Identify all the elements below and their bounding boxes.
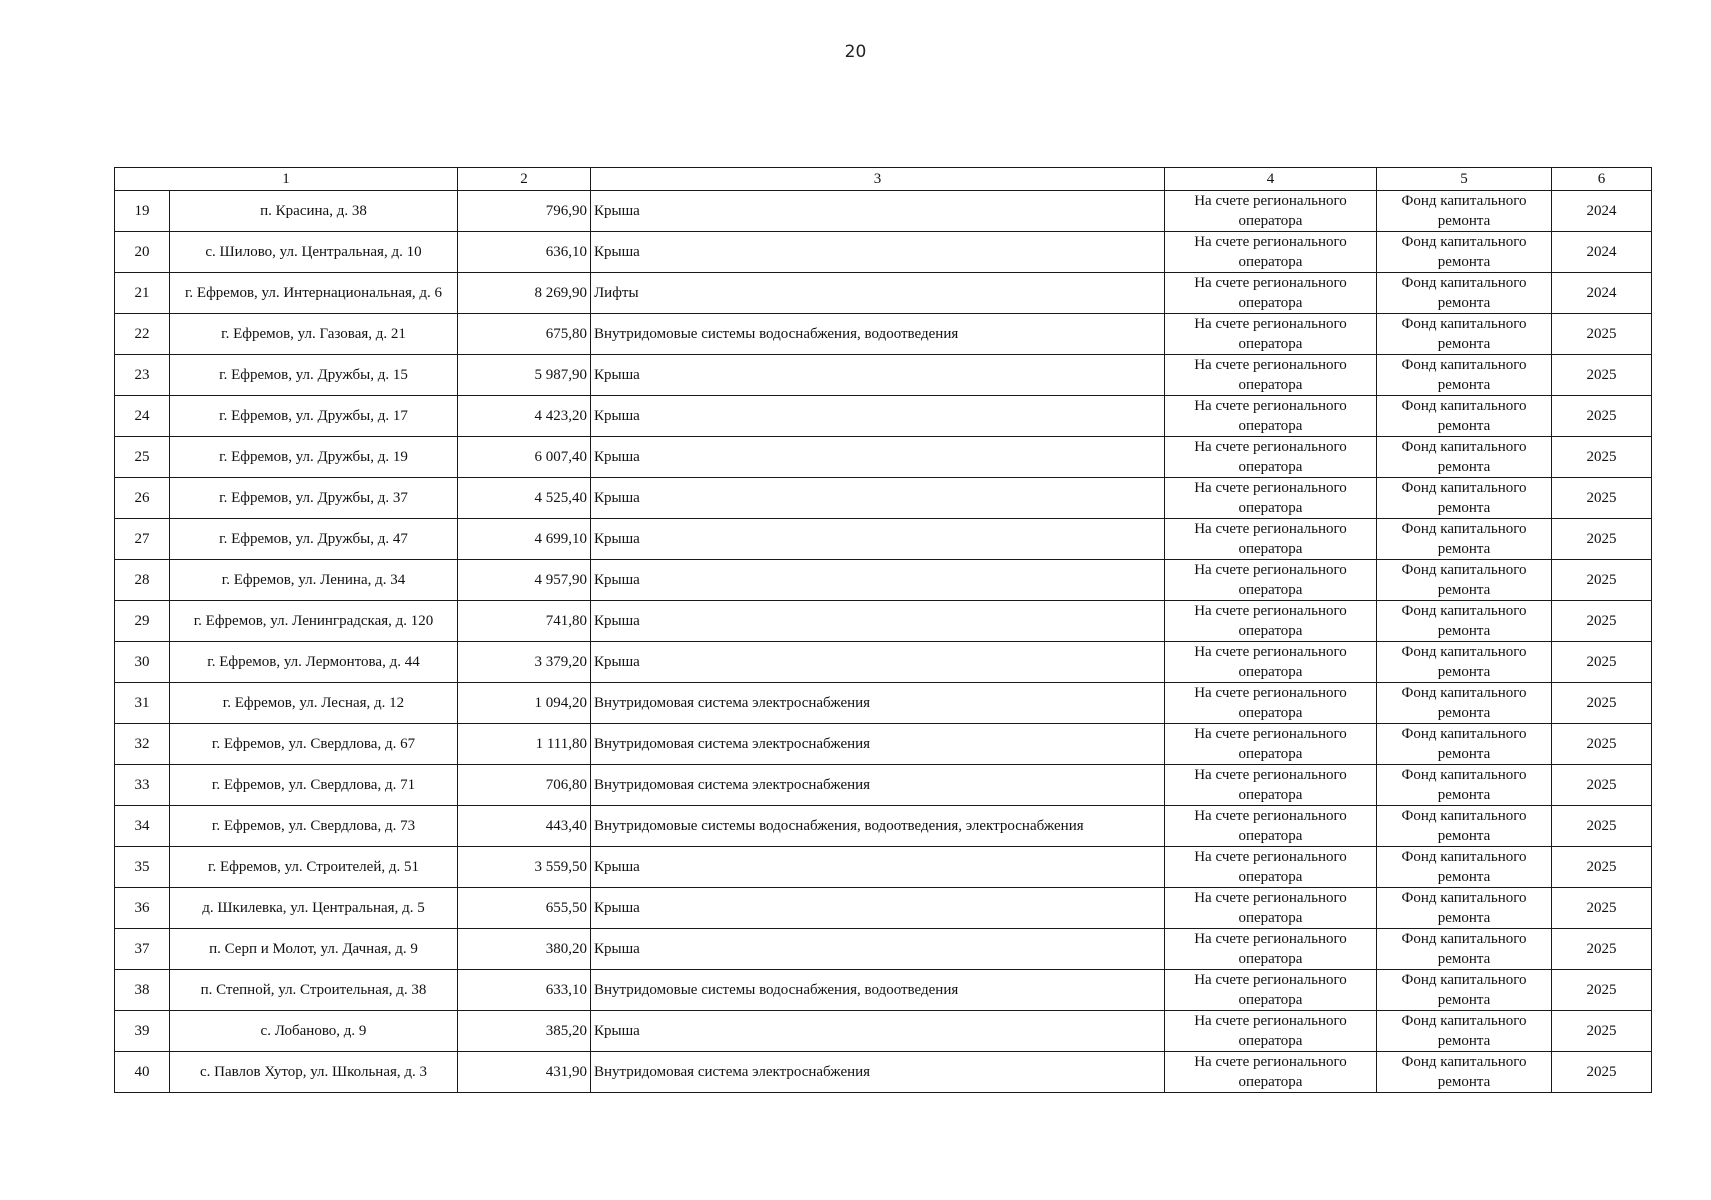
work-type-cell: Внутридомовые системы водоснабжения, водоотведения: [591, 314, 1165, 355]
work-type-cell: Внутридомовая система электроснабжения: [591, 683, 1165, 724]
work-type-cell: Крыша: [591, 437, 1165, 478]
year-cell: 2025: [1552, 519, 1652, 560]
year-cell: 2024: [1552, 232, 1652, 273]
header-cell-1: 1: [115, 168, 458, 191]
account-method-cell: На счете регионального оператора: [1165, 765, 1377, 806]
year-cell: 2025: [1552, 355, 1652, 396]
row-number: 33: [115, 765, 170, 806]
area-cell: 4 699,10: [458, 519, 591, 560]
area-cell: 655,50: [458, 888, 591, 929]
area-cell: 380,20: [458, 929, 591, 970]
address-cell: г. Ефремов, ул. Дружбы, д. 37: [170, 478, 458, 519]
account-method-cell: На счете регионального оператора: [1165, 437, 1377, 478]
table-row: [115, 478, 1652, 519]
table-row: [115, 929, 1652, 970]
account-method-cell: На счете регионального оператора: [1165, 232, 1377, 273]
funding-source-cell: Фонд капитального ремонта: [1377, 560, 1552, 601]
address-cell: г. Ефремов, ул. Дружбы, д. 15: [170, 355, 458, 396]
account-method-cell: На счете регионального оператора: [1165, 970, 1377, 1011]
work-type-cell: Крыша: [591, 847, 1165, 888]
row-number: 39: [115, 1011, 170, 1052]
funding-source-cell: Фонд капитального ремонта: [1377, 683, 1552, 724]
work-type-cell: Крыша: [591, 642, 1165, 683]
account-method-cell: На счете регионального оператора: [1165, 519, 1377, 560]
work-type-cell: Внутридомовые системы водоснабжения, водоотведения, электроснабжения: [591, 806, 1165, 847]
work-type-cell: Крыша: [591, 560, 1165, 601]
year-cell: 2025: [1552, 806, 1652, 847]
funding-source-cell: Фонд капитального ремонта: [1377, 970, 1552, 1011]
row-number: 36: [115, 888, 170, 929]
row-number: 34: [115, 806, 170, 847]
row-number: 26: [115, 478, 170, 519]
row-number: 27: [115, 519, 170, 560]
row-number: 24: [115, 396, 170, 437]
work-type-cell: Внутридомовая система электроснабжения: [591, 765, 1165, 806]
row-number: 20: [115, 232, 170, 273]
page-number: 20: [844, 42, 867, 62]
table-row: [115, 724, 1652, 765]
table-row: [115, 683, 1652, 724]
work-type-cell: Крыша: [591, 1011, 1165, 1052]
funding-source-cell: Фонд капитального ремонта: [1377, 642, 1552, 683]
area-cell: 5 987,90: [458, 355, 591, 396]
table-row: [115, 273, 1652, 314]
account-method-cell: На счете регионального оператора: [1165, 888, 1377, 929]
year-cell: 2025: [1552, 437, 1652, 478]
account-method-cell: На счете регионального оператора: [1165, 724, 1377, 765]
table-row: [115, 806, 1652, 847]
year-cell: 2025: [1552, 642, 1652, 683]
address-cell: г. Ефремов, ул. Лесная, д. 12: [170, 683, 458, 724]
area-cell: 741,80: [458, 601, 591, 642]
table-row: [115, 642, 1652, 683]
funding-source-cell: Фонд капитального ремонта: [1377, 273, 1552, 314]
year-cell: 2025: [1552, 478, 1652, 519]
year-cell: 2025: [1552, 724, 1652, 765]
header-cell-4: 4: [1165, 168, 1377, 191]
table-row: [115, 888, 1652, 929]
year-cell: 2025: [1552, 314, 1652, 355]
account-method-cell: На счете регионального оператора: [1165, 355, 1377, 396]
area-cell: 385,20: [458, 1011, 591, 1052]
account-method-cell: На счете регионального оператора: [1165, 1011, 1377, 1052]
work-type-cell: Крыша: [591, 396, 1165, 437]
year-cell: 2025: [1552, 1011, 1652, 1052]
table-body: [115, 191, 1652, 1093]
table-row: [115, 847, 1652, 888]
year-cell: 2025: [1552, 888, 1652, 929]
work-type-cell: Внутридомовая система электроснабжения: [591, 724, 1165, 765]
work-type-cell: Лифты: [591, 273, 1165, 314]
funding-source-cell: Фонд капитального ремонта: [1377, 601, 1552, 642]
account-method-cell: На счете регионального оператора: [1165, 601, 1377, 642]
funding-source-cell: Фонд капитального ремонта: [1377, 888, 1552, 929]
account-method-cell: На счете регионального оператора: [1165, 929, 1377, 970]
row-number: 32: [115, 724, 170, 765]
address-cell: с. Павлов Хутор, ул. Школьная, д. 3: [170, 1052, 458, 1093]
account-method-cell: На счете регионального оператора: [1165, 273, 1377, 314]
table-row: [115, 355, 1652, 396]
area-cell: 1 111,80: [458, 724, 591, 765]
year-cell: 2024: [1552, 273, 1652, 314]
address-cell: г. Ефремов, ул. Ленина, д. 34: [170, 560, 458, 601]
funding-source-cell: Фонд капитального ремонта: [1377, 847, 1552, 888]
funding-source-cell: Фонд капитального ремонта: [1377, 929, 1552, 970]
address-cell: г. Ефремов, ул. Ленинградская, д. 120: [170, 601, 458, 642]
funding-source-cell: Фонд капитального ремонта: [1377, 519, 1552, 560]
year-cell: 2025: [1552, 560, 1652, 601]
table-row: [115, 437, 1652, 478]
address-cell: г. Ефремов, ул. Свердлова, д. 71: [170, 765, 458, 806]
row-number: 21: [115, 273, 170, 314]
row-number: 23: [115, 355, 170, 396]
area-cell: 3 379,20: [458, 642, 591, 683]
work-type-cell: Крыша: [591, 519, 1165, 560]
capital-repair-table-container: [114, 167, 1651, 1093]
funding-source-cell: Фонд капитального ремонта: [1377, 724, 1552, 765]
address-cell: с. Лобаново, д. 9: [170, 1011, 458, 1052]
header-cell-5: 5: [1377, 168, 1552, 191]
table-row: [115, 519, 1652, 560]
row-number: 37: [115, 929, 170, 970]
year-cell: 2025: [1552, 765, 1652, 806]
account-method-cell: На счете регионального оператора: [1165, 806, 1377, 847]
area-cell: 796,90: [458, 191, 591, 232]
area-cell: 706,80: [458, 765, 591, 806]
table-row: [115, 970, 1652, 1011]
year-cell: 2025: [1552, 396, 1652, 437]
header-row: [115, 168, 1652, 191]
area-cell: 4 957,90: [458, 560, 591, 601]
row-number: 19: [115, 191, 170, 232]
address-cell: г. Ефремов, ул. Свердлова, д. 73: [170, 806, 458, 847]
funding-source-cell: Фонд капитального ремонта: [1377, 478, 1552, 519]
year-cell: 2025: [1552, 1052, 1652, 1093]
row-number: 38: [115, 970, 170, 1011]
year-cell: 2025: [1552, 683, 1652, 724]
funding-source-cell: Фонд капитального ремонта: [1377, 355, 1552, 396]
row-number: 31: [115, 683, 170, 724]
header-cell-6: 6: [1552, 168, 1652, 191]
address-cell: г. Ефремов, ул. Дружбы, д. 17: [170, 396, 458, 437]
funding-source-cell: Фонд капитального ремонта: [1377, 396, 1552, 437]
work-type-cell: Крыша: [591, 888, 1165, 929]
area-cell: 6 007,40: [458, 437, 591, 478]
account-method-cell: На счете регионального оператора: [1165, 560, 1377, 601]
work-type-cell: Крыша: [591, 191, 1165, 232]
table-row: [115, 314, 1652, 355]
account-method-cell: На счете регионального оператора: [1165, 478, 1377, 519]
table-row: [115, 601, 1652, 642]
funding-source-cell: Фонд капитального ремонта: [1377, 1011, 1552, 1052]
work-type-cell: Крыша: [591, 478, 1165, 519]
row-number: 25: [115, 437, 170, 478]
year-cell: 2025: [1552, 929, 1652, 970]
year-cell: 2025: [1552, 601, 1652, 642]
address-cell: г. Ефремов, ул. Дружбы, д. 19: [170, 437, 458, 478]
address-cell: г. Ефремов, ул. Дружбы, д. 47: [170, 519, 458, 560]
account-method-cell: На счете регионального оператора: [1165, 396, 1377, 437]
funding-source-cell: Фонд капитального ремонта: [1377, 191, 1552, 232]
row-number: 29: [115, 601, 170, 642]
year-cell: 2024: [1552, 191, 1652, 232]
account-method-cell: На счете регионального оператора: [1165, 683, 1377, 724]
work-type-cell: Крыша: [591, 601, 1165, 642]
row-number: 40: [115, 1052, 170, 1093]
work-type-cell: Внутридомовая система электроснабжения: [591, 1052, 1165, 1093]
table-header: [115, 168, 1652, 191]
address-cell: п. Степной, ул. Строительная, д. 38: [170, 970, 458, 1011]
address-cell: г. Ефремов, ул. Газовая, д. 21: [170, 314, 458, 355]
address-cell: д. Шкилевка, ул. Центральная, д. 5: [170, 888, 458, 929]
header-cell-3: 3: [591, 168, 1165, 191]
year-cell: 2025: [1552, 847, 1652, 888]
account-method-cell: На счете регионального оператора: [1165, 847, 1377, 888]
table-row: [115, 765, 1652, 806]
area-cell: 4 525,40: [458, 478, 591, 519]
funding-source-cell: Фонд капитального ремонта: [1377, 437, 1552, 478]
area-cell: 4 423,20: [458, 396, 591, 437]
area-cell: 8 269,90: [458, 273, 591, 314]
table-row: [115, 560, 1652, 601]
funding-source-cell: Фонд капитального ремонта: [1377, 314, 1552, 355]
address-cell: с. Шилово, ул. Центральная, д. 10: [170, 232, 458, 273]
table-row: [115, 396, 1652, 437]
work-type-cell: Крыша: [591, 929, 1165, 970]
table-row: [115, 232, 1652, 273]
area-cell: 633,10: [458, 970, 591, 1011]
address-cell: п. Серп и Молот, ул. Дачная, д. 9: [170, 929, 458, 970]
funding-source-cell: Фонд капитального ремонта: [1377, 232, 1552, 273]
header-cell-2: 2: [458, 168, 591, 191]
row-number: 28: [115, 560, 170, 601]
account-method-cell: На счете регионального оператора: [1165, 314, 1377, 355]
work-type-cell: Внутридомовые системы водоснабжения, водоотведения: [591, 970, 1165, 1011]
address-cell: г. Ефремов, ул. Строителей, д. 51: [170, 847, 458, 888]
table-row: [115, 191, 1652, 232]
work-type-cell: Крыша: [591, 232, 1165, 273]
address-cell: г. Ефремов, ул. Лермонтова, д. 44: [170, 642, 458, 683]
row-number: 35: [115, 847, 170, 888]
area-cell: 443,40: [458, 806, 591, 847]
account-method-cell: На счете регионального оператора: [1165, 642, 1377, 683]
capital-repair-table: [114, 167, 1652, 1093]
area-cell: 3 559,50: [458, 847, 591, 888]
funding-source-cell: Фонд капитального ремонта: [1377, 806, 1552, 847]
area-cell: 636,10: [458, 232, 591, 273]
area-cell: 431,90: [458, 1052, 591, 1093]
table-row: [115, 1011, 1652, 1052]
area-cell: 1 094,20: [458, 683, 591, 724]
address-cell: п. Красина, д. 38: [170, 191, 458, 232]
account-method-cell: На счете регионального оператора: [1165, 191, 1377, 232]
row-number: 22: [115, 314, 170, 355]
funding-source-cell: Фонд капитального ремонта: [1377, 1052, 1552, 1093]
area-cell: 675,80: [458, 314, 591, 355]
funding-source-cell: Фонд капитального ремонта: [1377, 765, 1552, 806]
account-method-cell: На счете регионального оператора: [1165, 1052, 1377, 1093]
address-cell: г. Ефремов, ул. Свердлова, д. 67: [170, 724, 458, 765]
work-type-cell: Крыша: [591, 355, 1165, 396]
address-cell: г. Ефремов, ул. Интернациональная, д. 6: [170, 273, 458, 314]
year-cell: 2025: [1552, 970, 1652, 1011]
table-row: [115, 1052, 1652, 1093]
row-number: 30: [115, 642, 170, 683]
